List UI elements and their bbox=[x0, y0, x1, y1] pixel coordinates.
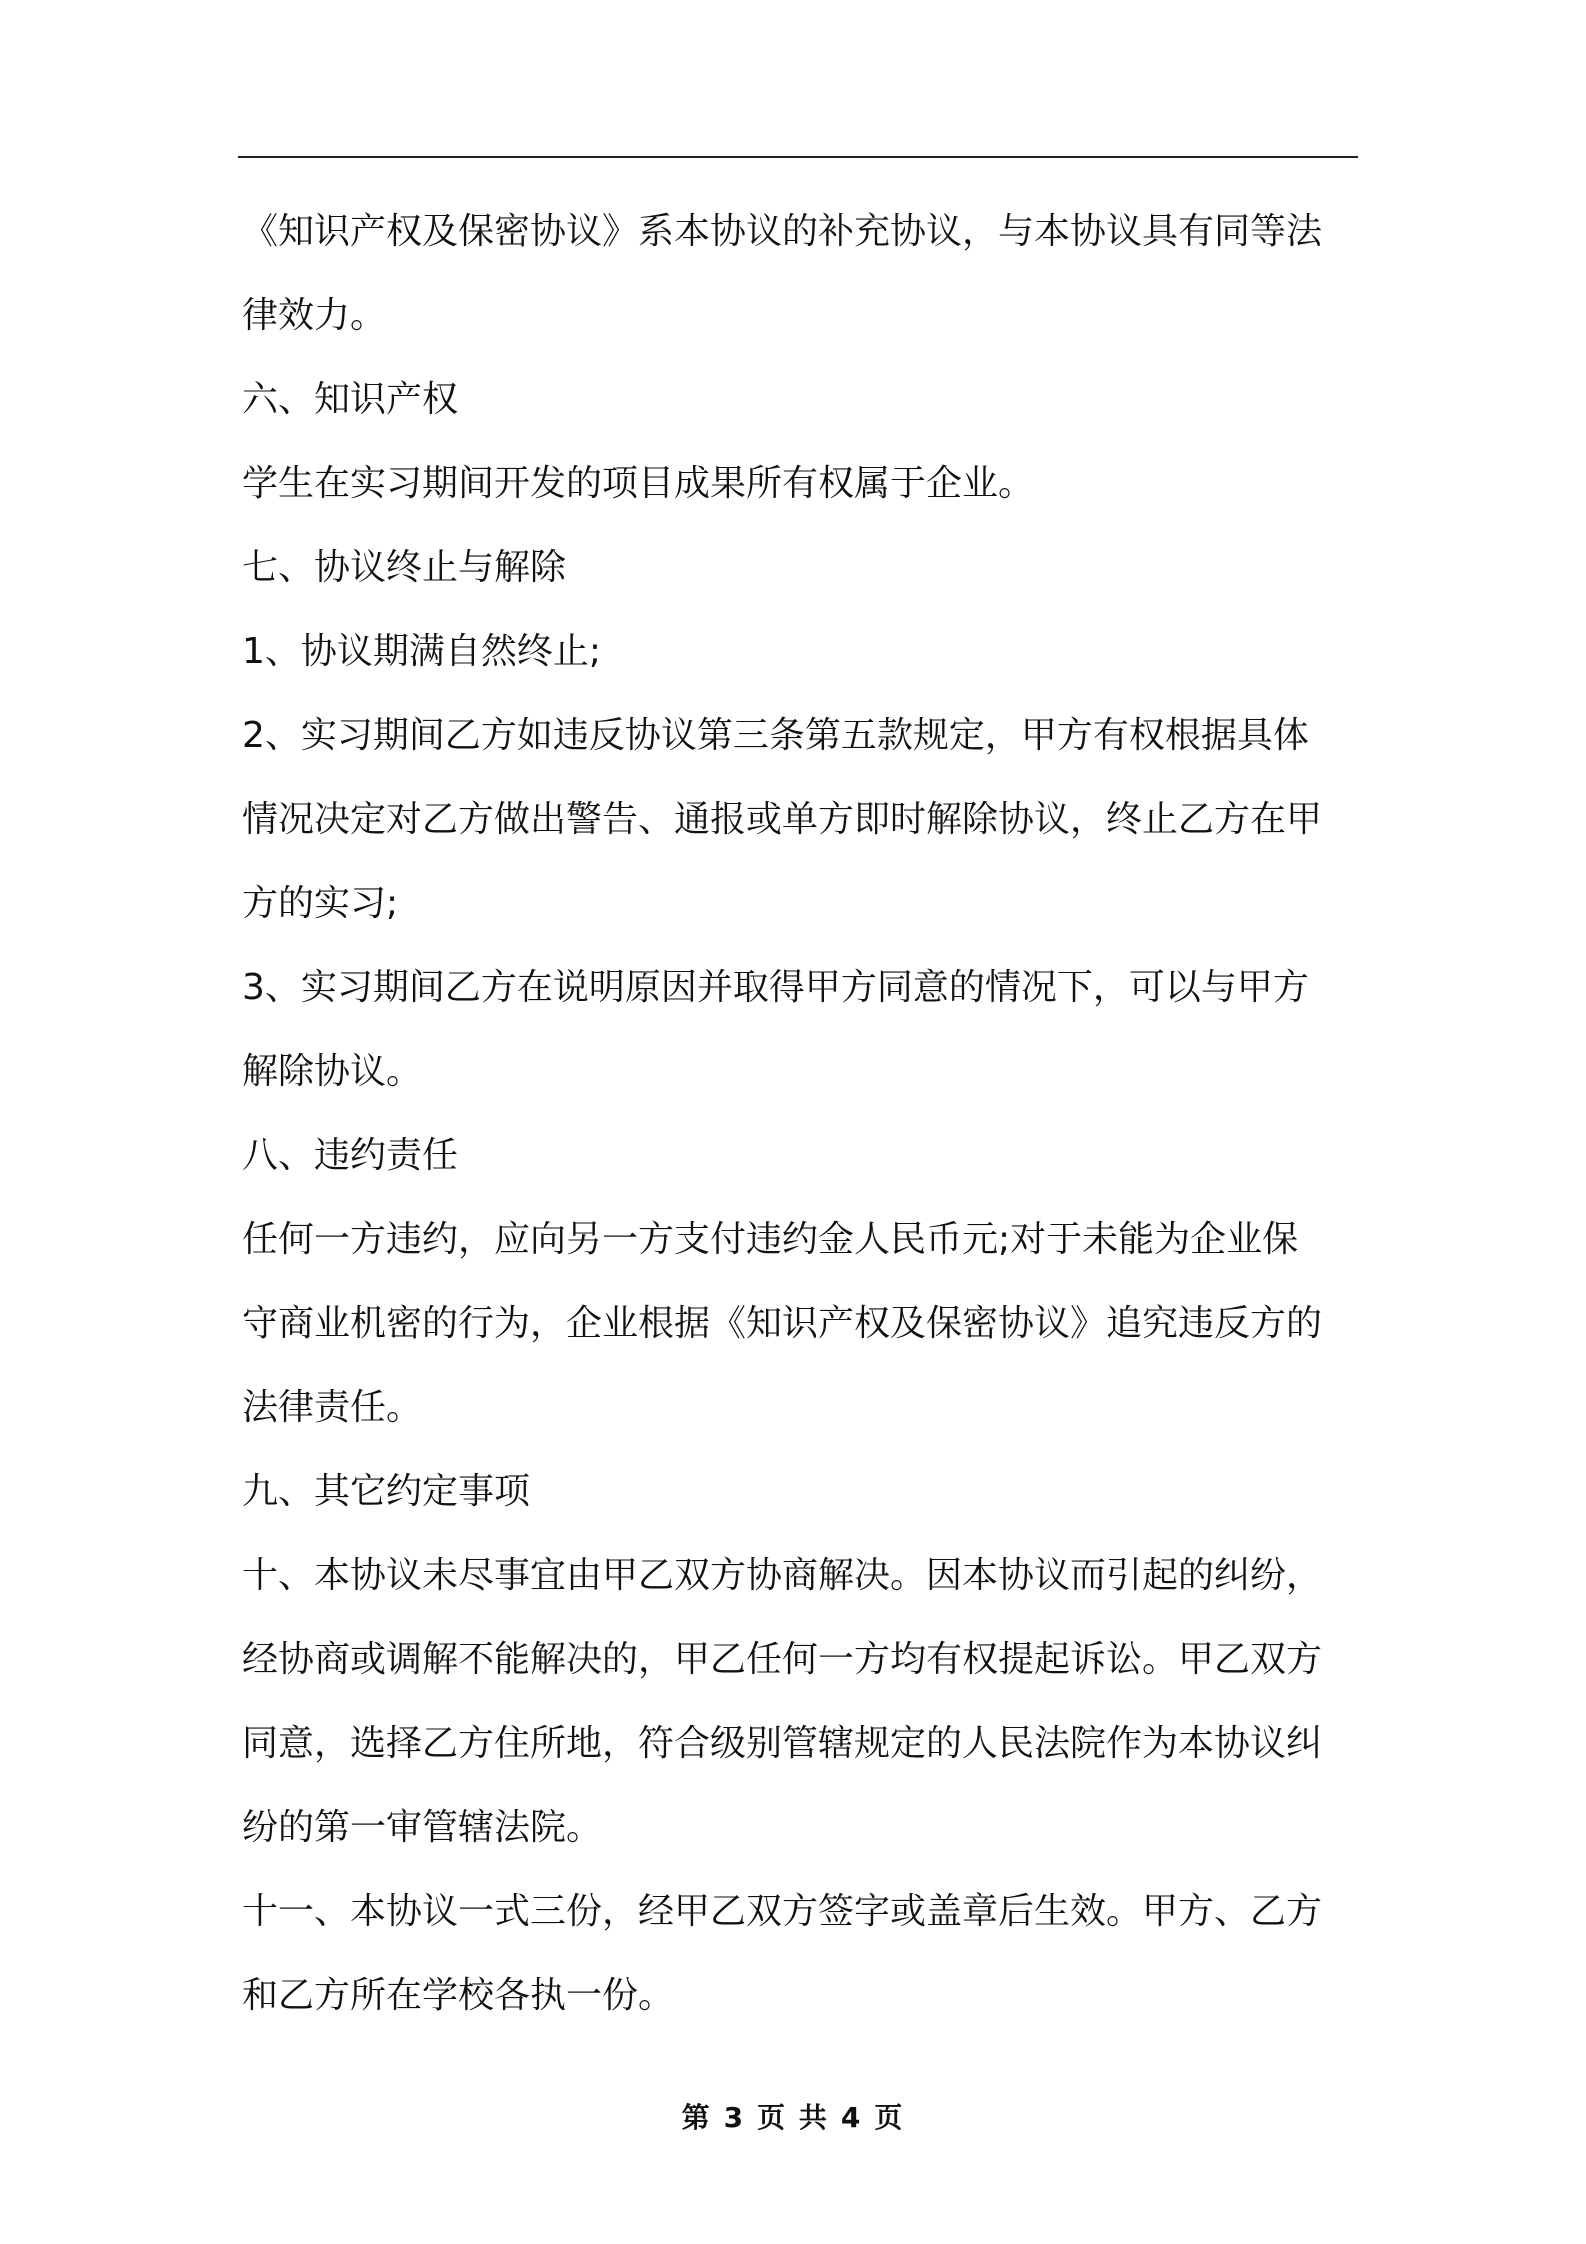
footer-middle: 页 共 bbox=[757, 2101, 829, 2134]
text-line: 守商业机密的行为，企业根据《知识产权及保密协议》追究违反方的 bbox=[242, 1303, 1323, 1344]
text-line: 法律责任。 bbox=[242, 1387, 423, 1428]
document-body bbox=[242, 190, 1360, 2038]
section-heading-liability: 八、违约责任 bbox=[242, 1135, 459, 1176]
text-line: 纷的第一审管辖法院。 bbox=[242, 1807, 603, 1848]
text-line: 和乙方所在学校各执一份。 bbox=[242, 1975, 675, 2016]
text-line: 十一、本协议一式三份，经甲乙双方签字或盖章后生效。甲方、乙方 bbox=[242, 1891, 1323, 1932]
text-line: 经协商或调解不能解决的，甲乙任何一方均有权提起诉讼。甲乙双方 bbox=[242, 1639, 1323, 1680]
text-line: 情况决定对乙方做出警告、通报或单方即时解除协议，终止乙方在甲 bbox=[242, 799, 1323, 840]
section-heading-termination: 七、协议终止与解除 bbox=[242, 547, 567, 588]
header-rule bbox=[238, 156, 1358, 158]
text-line: 同意，选择乙方住所地，符合级别管辖规定的人民法院作为本协议纠 bbox=[242, 1723, 1323, 1764]
text-line: 1、协议期满自然终止; bbox=[242, 631, 602, 672]
text-line: 十、本协议未尽事宜由甲乙双方协商解决。因本协议而引起的纠纷， bbox=[242, 1555, 1323, 1596]
text-line: 学生在实习期间开发的项目成果所有权属于企业。 bbox=[242, 463, 1035, 504]
current-page-number: 3 bbox=[723, 2101, 746, 2134]
text-line: 2、实习期间乙方如违反协议第三条第五款规定，甲方有权根据具体 bbox=[242, 715, 1309, 756]
page-footer bbox=[0, 2096, 1586, 2136]
section-heading-other-matters: 九、其它约定事项 bbox=[242, 1471, 531, 1512]
text-line: 《知识产权及保密协议》系本协议的补充协议，与本协议具有同等法 bbox=[242, 211, 1323, 252]
text-line: 解除协议。 bbox=[242, 1051, 423, 1092]
text-line: 方的实习; bbox=[242, 883, 399, 924]
text-line: 任何一方违约，应向另一方支付违约金人民币元;对于未能为企业保 bbox=[242, 1219, 1299, 1260]
text-line: 3、实习期间乙方在说明原因并取得甲方同意的情况下，可以与甲方 bbox=[242, 967, 1309, 1008]
footer-suffix: 页 bbox=[874, 2101, 905, 2134]
section-heading-intellectual-property: 六、知识产权 bbox=[242, 379, 459, 420]
text-line: 律效力。 bbox=[242, 295, 387, 336]
footer-prefix: 第 bbox=[681, 2101, 712, 2134]
total-pages-number: 4 bbox=[840, 2101, 863, 2134]
